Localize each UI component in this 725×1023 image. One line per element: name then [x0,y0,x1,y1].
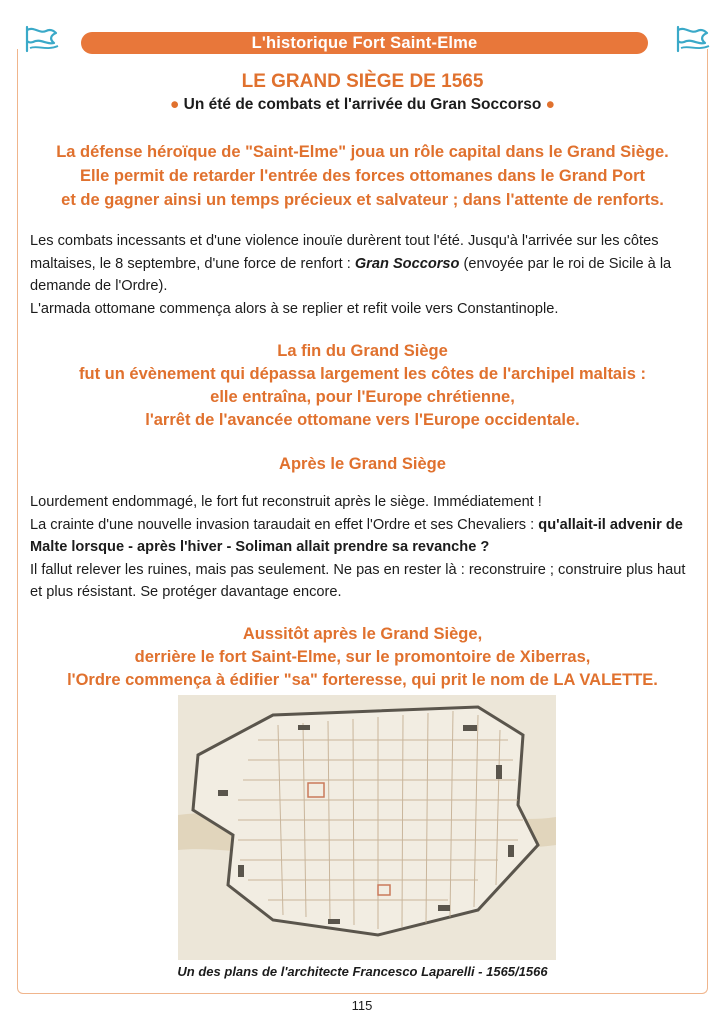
lead-line: l'arrêt de l'avancée ottomane vers l'Europe occidentale. [145,411,580,429]
lead-paragraph [30,140,695,212]
image-caption: Un des plans de l'architecte Francesco Laparelli - 1565/1566 [177,964,548,979]
bold-text: qu'allait-il advenir de Malte lorsque - après l'hiver - Soliman allait prendre sa revanche ? [30,516,683,555]
paragraph-line: Lourdement endommagé, le fort fut reconstruit après le siège. Immédiatement ! [30,494,542,510]
text-run: La crainte d'une nouvelle invasion taraudait en effet l'Ordre et ses Chevaliers : [30,516,539,533]
subtitle-text: Un été de combats et l'arrivée du Gran Soccorso [183,96,542,113]
lead-line: La défense héroïque de "Saint-Elme" joua un rôle capital dans le Grand Siège. [56,143,669,161]
lead-line: fut un évènement qui dépassa largement les côtes de l'archipel maltais : [79,365,646,383]
lead-line: l'Ordre commença à édifier "sa" forteresse, qui prit le nom de LA VALETTE. [67,671,658,689]
lead-line: Aussitôt après le Grand Siège, [242,625,483,643]
emphasis-text: Gran Soccorso [354,255,460,272]
section-heading: Après le Grand Siège [279,455,446,473]
bullet-dot: ● [545,96,556,113]
bullet-dot: ● [169,96,180,113]
fortress-plan-image [178,695,556,960]
paragraph-line: L'armada ottomane commença alors à se replier et refit voile vers Constantinople. [30,300,559,317]
section-title: LE GRAND SIÈGE DE 1565 [241,71,484,92]
lead-line: derrière le fort Saint-Elme, sur le promontoire de Xiberras, [134,648,591,666]
lead-line: Elle permit de retarder l'entrée des forces ottomanes dans le Grand Port [79,167,646,185]
lead-paragraph [30,340,695,432]
lead-paragraph [30,623,695,692]
body-paragraph [30,230,695,320]
paragraph-text [30,514,695,559]
page-number: 115 [351,998,373,1013]
section-subtitle [30,95,695,115]
lead-line: et de gagner ainsi un temps précieux et salvateur ; dans l'attente de renforts. [61,191,664,209]
header-banner: L'historique Fort Saint-Elme [81,32,648,54]
flag-icon [673,24,713,54]
lead-line: La fin du Grand Siège [277,342,448,360]
lead-line: elle entraîna, pour l'Europe chrétienne, [210,388,515,406]
flag-icon [22,24,62,54]
text-run: Les combats incessants et d'une violence inouïe durèrent tout l'été. Jusqu'à l'arrivée sur les côtes maltaises, le 8 septembre, d'une force de renfort : [30,233,659,272]
body-paragraph [30,491,695,604]
paragraph-text [30,230,695,298]
paragraph-line: Il fallut relever les ruines, mais pas seulement. Ne pas en rester là : reconstruire ; construire plus haut et plus résistant. Se protéger davantage encore. [30,561,686,600]
text-run: (envoyée par le roi de Sicile à la demande de l'Ordre). [30,255,672,294]
